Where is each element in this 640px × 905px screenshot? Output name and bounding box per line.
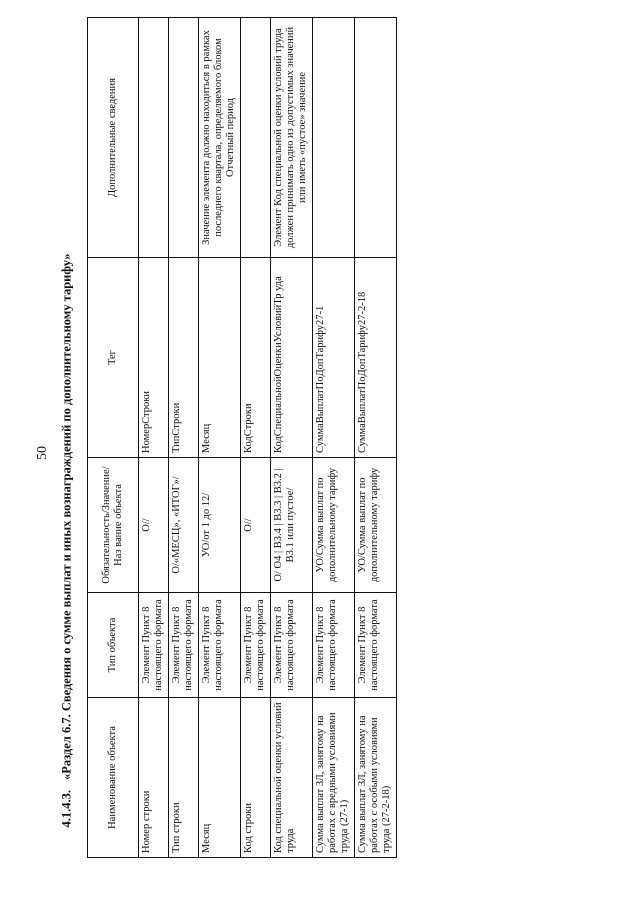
cell-name: Сумма выплат ЗЛ, занятому на работах с вредными условиями труда (27-1) xyxy=(312,698,354,858)
cell-tag: КодСтроки xyxy=(240,258,270,458)
table-header-row xyxy=(88,18,139,858)
header-type: Тип объекта xyxy=(88,593,139,698)
cell-name: Месяц xyxy=(198,698,240,858)
cell-type: Элемент Пункт 8 настоящего формата xyxy=(312,593,354,698)
cell-extra xyxy=(168,18,198,258)
header-requirement: Обязательность/Значение/Наз вание объекта xyxy=(88,458,139,593)
cell-name: Код специальной оценки условий труда xyxy=(270,698,312,858)
cell-tag: Месяц xyxy=(198,258,240,458)
cell-extra xyxy=(354,18,396,258)
table-row xyxy=(312,18,354,858)
table-row xyxy=(198,18,240,858)
cell-tag: ТипСтроки xyxy=(168,258,198,458)
cell-type: Элемент Пункт 8 настоящего формата xyxy=(354,593,396,698)
cell-name: Тип строки xyxy=(168,698,198,858)
cell-type: Элемент Пункт 8 настоящего формата xyxy=(270,593,312,698)
cell-type: Элемент Пункт 8 настоящего формата xyxy=(240,593,270,698)
header-tag: Тег xyxy=(88,258,139,458)
section-number: 4.1.4.3. xyxy=(59,790,74,828)
table-row xyxy=(270,18,312,858)
section-heading xyxy=(60,108,75,828)
table-row xyxy=(168,18,198,858)
cell-requirement: УО/Сумма выплат по дополнительному тарифу xyxy=(312,458,354,593)
header-extra: Дополнительные сведения xyxy=(88,18,139,258)
cell-requirement: О/ О4 | В3.4 | В3.3 | В3.2 | В3.1 или пустое/ xyxy=(270,458,312,593)
cell-tag: НомерСтроки xyxy=(139,258,169,458)
cell-extra xyxy=(240,18,270,258)
cell-type: Элемент Пункт 8 настоящего формата xyxy=(139,593,169,698)
header-name: Наименование объекта xyxy=(88,698,139,858)
table-row xyxy=(354,18,396,858)
cell-requirement: УО/Сумма выплат по дополнительному тарифу xyxy=(354,458,396,593)
format-table-container xyxy=(87,18,397,858)
cell-extra: Элемент Код специальной оценки условий труда должен принимать одно из допустимых значений или иметь «пустое» значение xyxy=(270,18,312,258)
cell-requirement: УО/от 1 до 12/ xyxy=(198,458,240,593)
cell-requirement: О// xyxy=(240,458,270,593)
cell-tag: СуммаВыплатПоДопТарифу27-2-18 xyxy=(354,258,396,458)
cell-type: Элемент Пункт 8 настоящего формата xyxy=(168,593,198,698)
table-row xyxy=(240,18,270,858)
section-title: «Раздел 6.7. Сведения о сумме выплат и иных вознаграждений по дополнительному тарифу» xyxy=(59,253,74,780)
cell-tag: КодСпециальнойОценкиУсловийТр уда xyxy=(270,258,312,458)
cell-extra: Значение элемента должно находиться в рамках последнего квартала, определяемого блоком Отчетный период xyxy=(198,18,240,258)
cell-extra xyxy=(312,18,354,258)
cell-type: Элемент Пункт 8 настоящего формата xyxy=(198,593,240,698)
cell-name: Номер строки xyxy=(139,698,169,858)
cell-name: Сумма выплат ЗЛ, занятому на работах с особыми условиями труда (27-2-18) xyxy=(354,698,396,858)
cell-requirement: О/«МЕСЦ», «ИТОГ»/ xyxy=(168,458,198,593)
format-table xyxy=(87,17,397,858)
cell-requirement: О// xyxy=(139,458,169,593)
cell-extra xyxy=(139,18,169,258)
cell-tag: СуммаВыплатПоДопТарифу27-1 xyxy=(312,258,354,458)
page-number: 50 xyxy=(35,446,50,460)
cell-name: Код строки xyxy=(240,698,270,858)
table-row xyxy=(139,18,169,858)
